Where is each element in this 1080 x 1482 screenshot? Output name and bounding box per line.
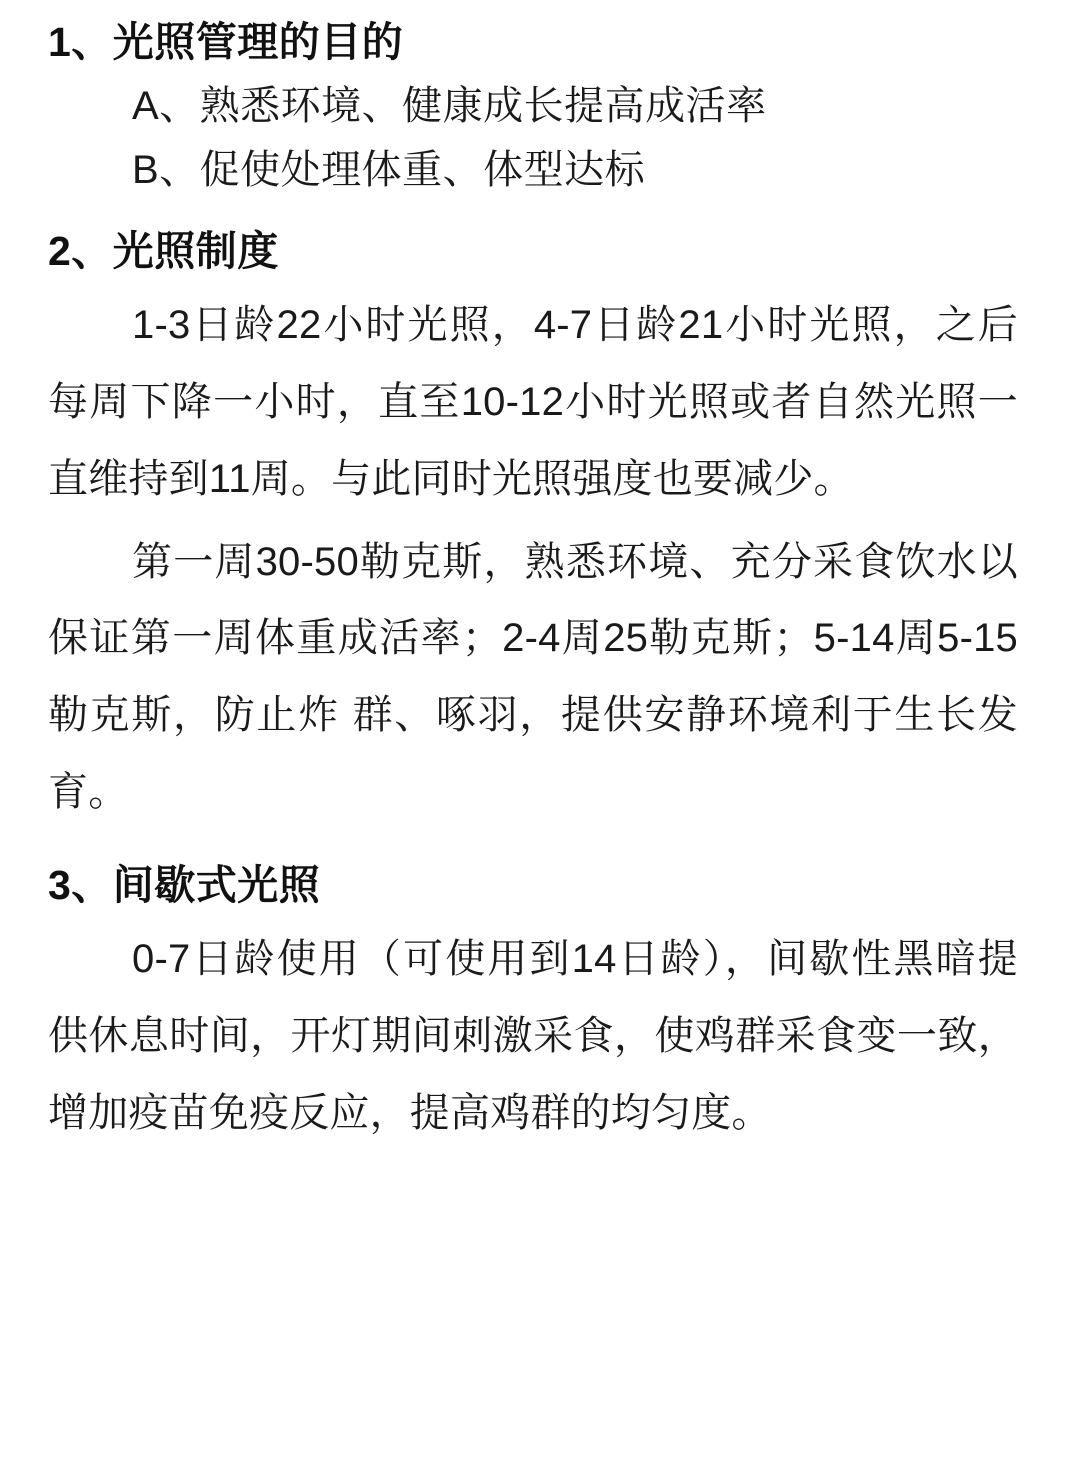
section-1-item-a: A、熟悉环境、健康成长提高成活率 — [132, 83, 767, 128]
section-2-paragraph-1: 1-3日龄22小时光照，4-7日龄21小时光照，之后每周下降一小时，直至10-12小时光照或者自然光照一直维持到11周。与此同时光照强度也要减少。 — [48, 303, 1018, 501]
section-3-paragraph-1: 0-7日龄使用（可使用到14日龄），间歇性黑暗提供休息时间，开灯期间刺激采食，使鸡群采食变一致，增加疫苗免疫反应，提高鸡群的均匀度。 — [48, 937, 1018, 1135]
section-heading-3: 3、间歇式光照 — [48, 861, 321, 908]
section-heading-2: 2、光照制度 — [48, 227, 279, 274]
section-heading-1: 1、光照管理的目的 — [48, 19, 404, 65]
section-2-paragraph-2: 第一周30-50勒克斯，熟悉环境、充分采食饮水以保证第一周体重成活率；2-4周25勒克斯；5-14周5-15勒克斯，防止炸 群、啄羽，提供安静环境利于生长发育。 — [48, 539, 1018, 814]
section-1-item-b: B、促使处理体重、体型达标 — [132, 147, 646, 192]
